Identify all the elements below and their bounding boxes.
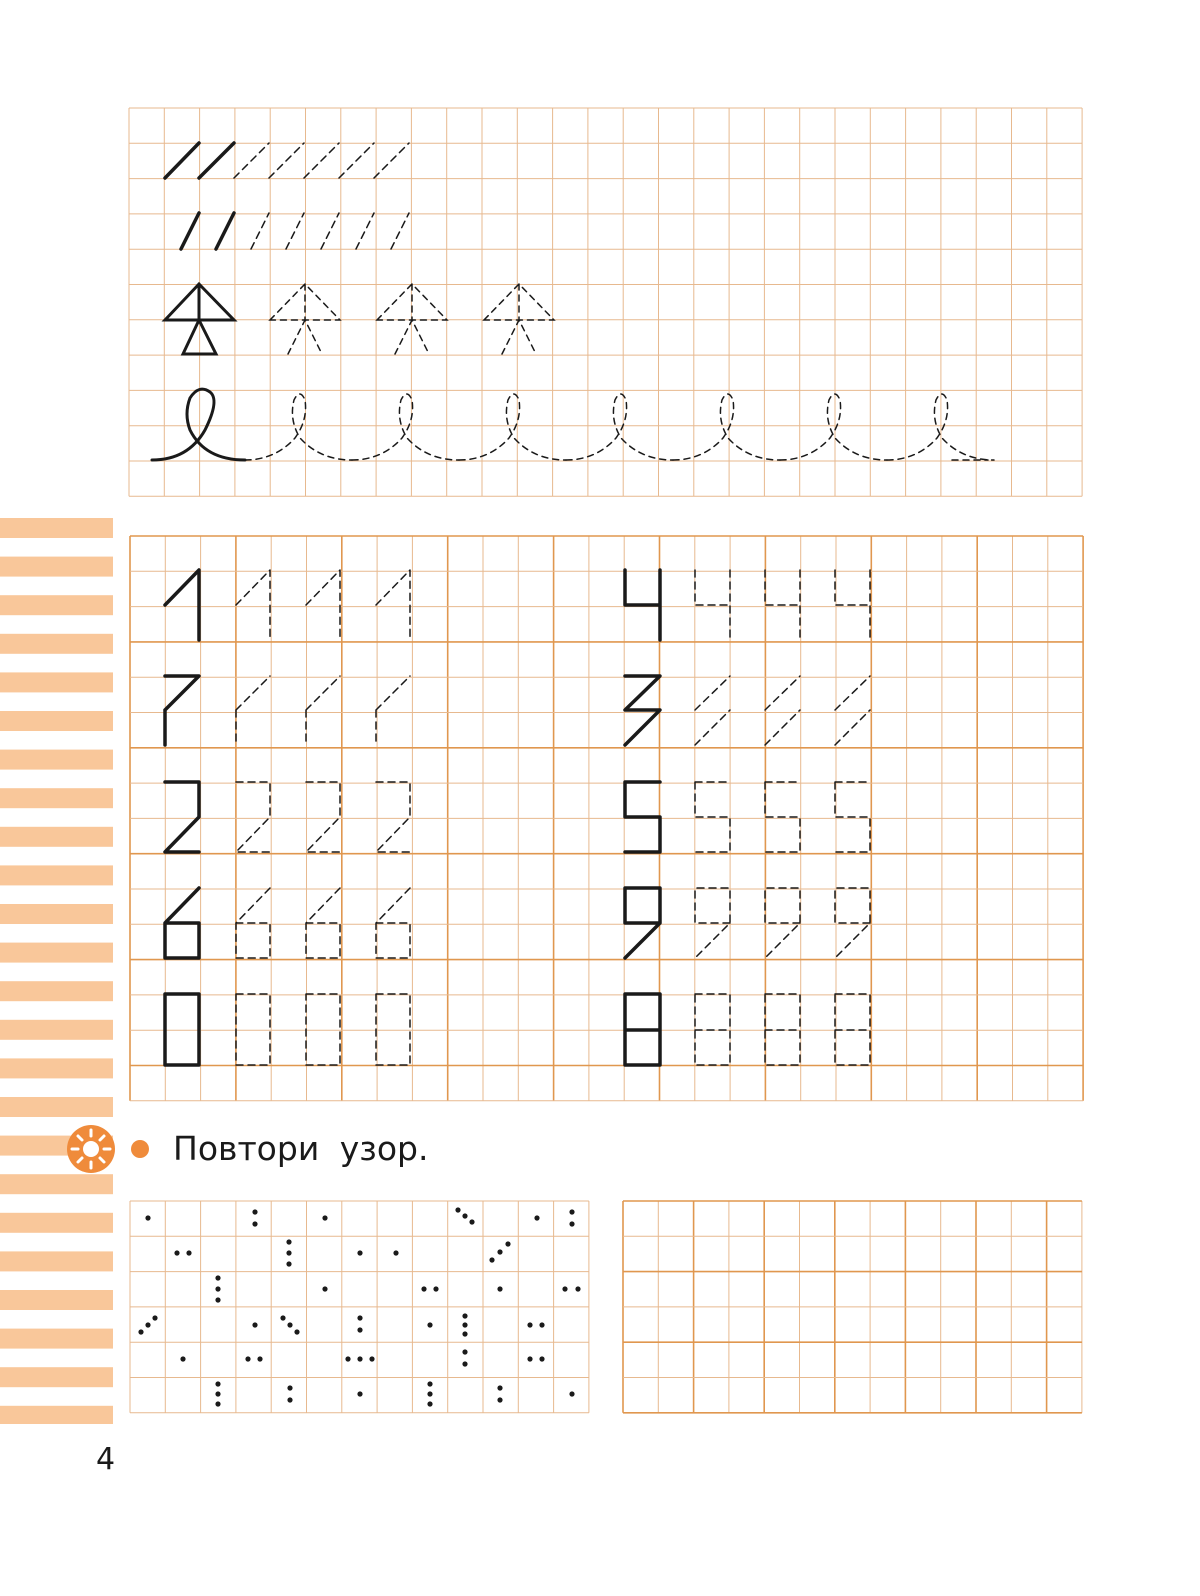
bullet-dot-icon — [128, 1124, 168, 1174]
task-title: Повтори узор. — [173, 1129, 429, 1168]
pattern-dot — [287, 1385, 292, 1390]
slash-row — [181, 213, 409, 249]
pattern-dot — [527, 1322, 532, 1327]
pattern-dot — [174, 1250, 179, 1255]
pattern-dot — [215, 1275, 220, 1280]
pattern-dot — [252, 1221, 257, 1226]
pattern-dot — [245, 1356, 250, 1361]
digits-right-solid — [625, 570, 660, 1065]
pattern-dot — [462, 1213, 467, 1218]
pattern-dot — [462, 1313, 467, 1318]
arrow-tree-row — [165, 284, 554, 354]
grid-dot-source — [130, 1201, 589, 1413]
digit-0 — [165, 994, 199, 1065]
pattern-dot — [427, 1391, 432, 1396]
pattern-dot — [569, 1221, 574, 1226]
pattern-dot — [287, 1322, 292, 1327]
pattern-dot — [322, 1286, 327, 1291]
pattern-dot — [569, 1209, 574, 1214]
pattern-dot — [145, 1322, 150, 1327]
digit-6 — [165, 888, 199, 958]
digit-4 — [625, 570, 660, 640]
pattern-dot — [357, 1391, 362, 1396]
pattern-dot — [497, 1385, 502, 1390]
pattern-dot — [427, 1401, 432, 1406]
pattern-dot — [497, 1286, 502, 1291]
pattern-dot — [287, 1397, 292, 1402]
pattern-dot — [489, 1257, 494, 1262]
pattern-dot — [393, 1250, 398, 1255]
pattern-dot — [152, 1315, 157, 1320]
digit-5 — [625, 782, 660, 852]
digits-left-dashed — [236, 570, 410, 1065]
pattern-dot — [427, 1322, 432, 1327]
pattern-dot — [252, 1322, 257, 1327]
pattern-dot — [252, 1209, 257, 1214]
pattern-dot — [345, 1356, 350, 1361]
pattern-dot — [569, 1391, 574, 1396]
pattern-dot — [294, 1329, 299, 1334]
pattern-dot — [462, 1331, 467, 1336]
pattern-dot — [539, 1322, 544, 1327]
digits-left-solid — [165, 570, 199, 1065]
pattern-dot — [497, 1397, 502, 1402]
pattern-dot — [286, 1239, 291, 1244]
pattern-dot — [280, 1315, 285, 1320]
pattern-dot — [427, 1381, 432, 1386]
pattern-dot — [575, 1286, 580, 1291]
pattern-dot — [138, 1329, 143, 1334]
pattern-dot — [357, 1315, 362, 1320]
grid-digits — [130, 536, 1083, 1101]
pattern-dot — [497, 1249, 502, 1254]
grid-dot-copy — [623, 1201, 1082, 1413]
double-slash-row — [165, 143, 409, 178]
pattern-dot — [527, 1356, 532, 1361]
pattern-dot — [462, 1349, 467, 1354]
pattern-dot — [357, 1327, 362, 1332]
digit-9 — [625, 888, 660, 958]
pattern-dot — [145, 1215, 150, 1220]
digit-8 — [625, 994, 660, 1065]
sun-icon — [66, 1124, 116, 1174]
pattern-dot — [534, 1215, 539, 1220]
pattern-dot — [505, 1241, 510, 1246]
grid-patterns — [129, 108, 1082, 496]
pattern-dot — [462, 1361, 467, 1366]
page-number: 4 — [96, 1442, 116, 1477]
pattern-dot — [180, 1356, 185, 1361]
digits-right-dashed — [695, 570, 870, 1065]
pattern-dot — [286, 1250, 291, 1255]
pattern-dot — [322, 1215, 327, 1220]
pattern-dot — [421, 1286, 426, 1291]
digit-7 — [165, 676, 199, 745]
pattern-trace-block — [152, 143, 994, 460]
pattern-dot — [286, 1261, 291, 1266]
pattern-dot — [369, 1356, 374, 1361]
pattern-dot — [562, 1286, 567, 1291]
loop-row — [152, 389, 994, 460]
pattern-dot — [462, 1322, 467, 1327]
pattern-dot — [215, 1286, 220, 1291]
pattern-dot — [215, 1381, 220, 1386]
task-header — [66, 1124, 168, 1174]
pattern-dot — [215, 1401, 220, 1406]
pattern-dot — [433, 1286, 438, 1291]
pattern-dot — [257, 1356, 262, 1361]
pattern-dot — [357, 1356, 362, 1361]
digit-2 — [165, 782, 199, 852]
digit-1 — [165, 570, 199, 640]
pattern-dot — [539, 1356, 544, 1361]
pattern-dot — [469, 1219, 474, 1224]
pattern-dot — [215, 1297, 220, 1302]
pattern-dot — [186, 1250, 191, 1255]
pattern-dot — [455, 1207, 460, 1212]
pattern-dot — [215, 1391, 220, 1396]
digit-3 — [625, 676, 660, 745]
pattern-dot — [357, 1250, 362, 1255]
